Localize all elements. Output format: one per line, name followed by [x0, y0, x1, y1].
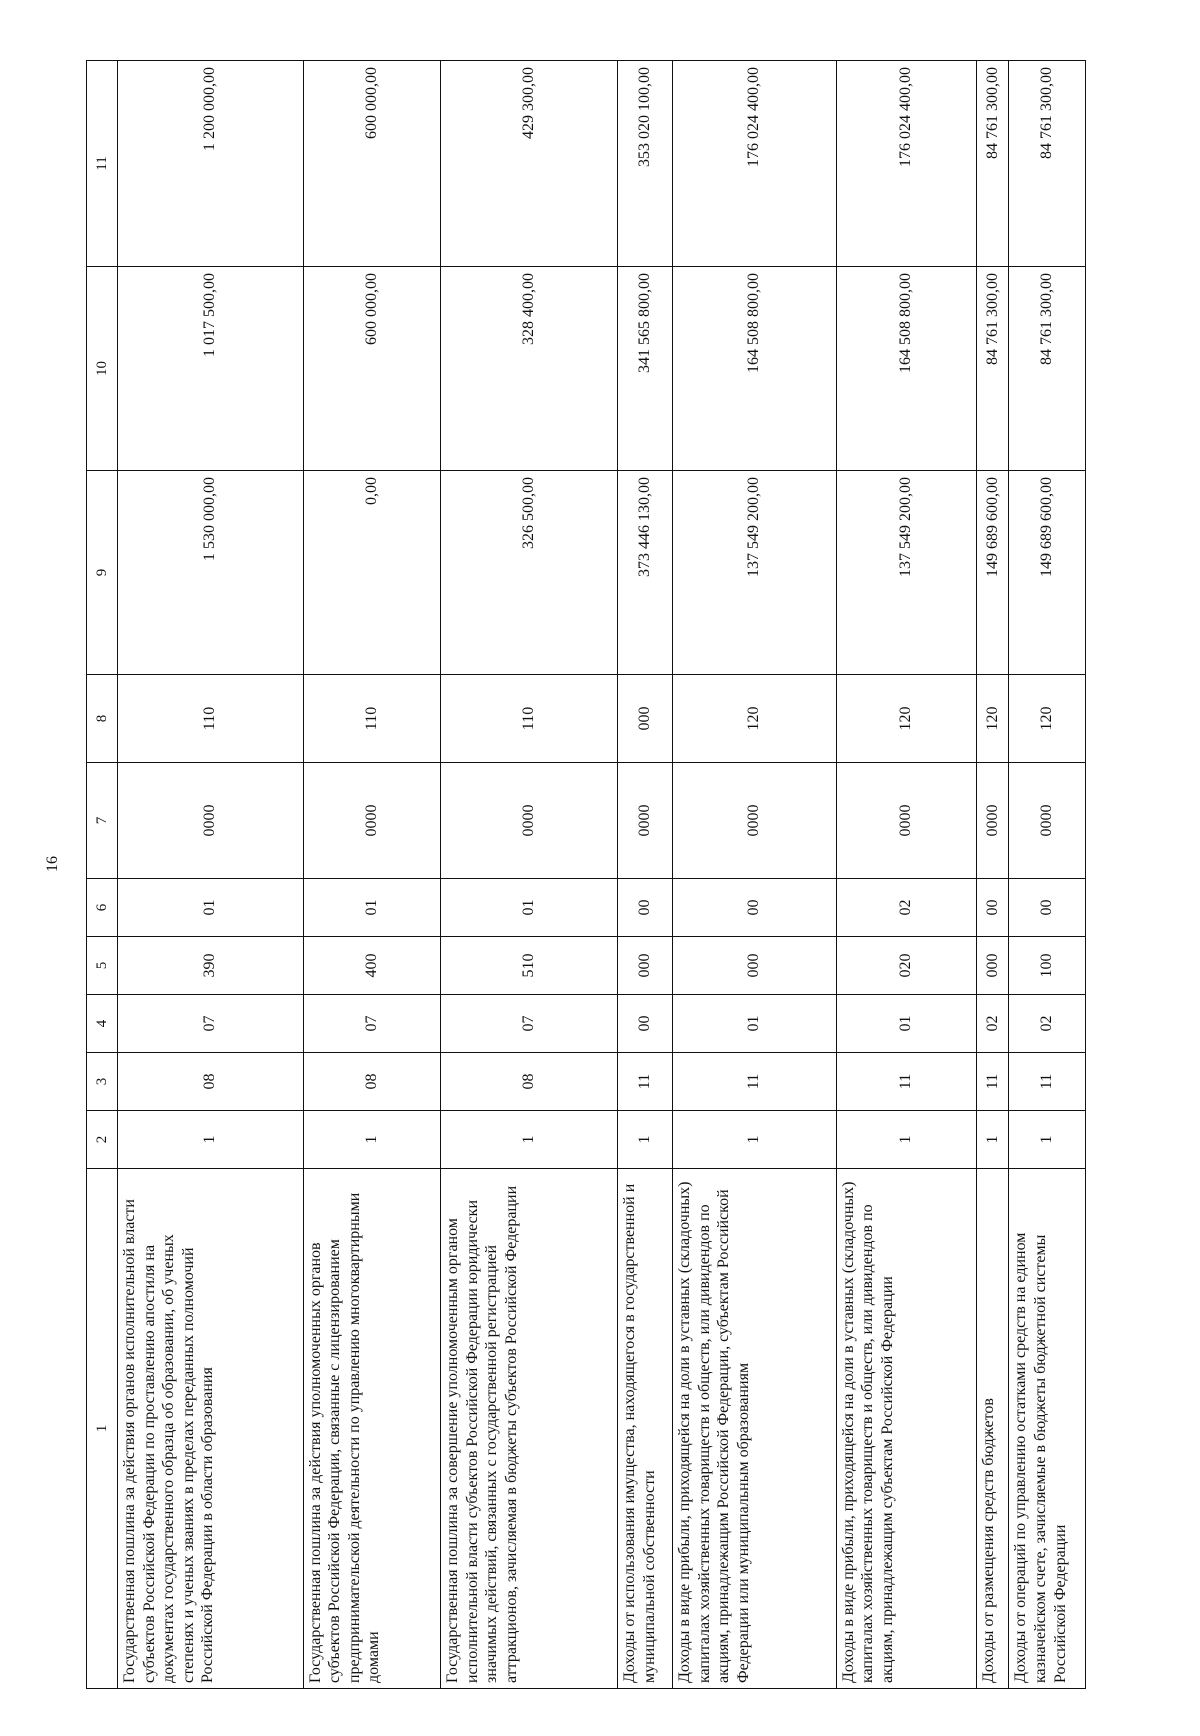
row-description: Государственная пошлина за действия органов исполнительной власти субъектов Российской Федерации по проставлению апостиля на документах государственного образца об образовании, об ученых степенях и ученых званиях в пределах переданных полномочий Российской Федерации в области образования: [118, 1169, 304, 1689]
col-header-3: 3: [87, 1053, 118, 1111]
cell-col-2: 1: [672, 1111, 836, 1169]
cell-col-11: 84 761 300,00: [1009, 61, 1086, 267]
cell-col-8: 110: [441, 675, 618, 763]
cell-col-8: 120: [836, 675, 976, 763]
cell-col-2: 1: [836, 1111, 976, 1169]
col-header-10: 10: [87, 267, 118, 471]
cell-col-6: 00: [618, 879, 673, 937]
cell-col-11: 1 200 000,00: [118, 61, 304, 267]
row-description: Доходы от использования имущества, находящегося в государственной и муниципальной собственности: [618, 1169, 673, 1689]
cell-col-3: 11: [1009, 1053, 1086, 1111]
col-header-2: 2: [87, 1111, 118, 1169]
cell-col-7: 0000: [836, 763, 976, 879]
col-header-8: 8: [87, 675, 118, 763]
cell-col-4: 07: [441, 995, 618, 1053]
cell-col-2: 1: [976, 1111, 1009, 1169]
cell-col-5: 100: [1009, 937, 1086, 995]
cell-col-10: 1 017 500,00: [118, 267, 304, 471]
cell-col-5: 510: [441, 937, 618, 995]
table-row: [976, 61, 1009, 1689]
col-header-1: 1: [87, 1169, 118, 1689]
cell-col-11: 429 300,00: [441, 61, 618, 267]
col-header-6: 6: [87, 879, 118, 937]
cell-col-6: 02: [836, 879, 976, 937]
cell-col-2: 1: [441, 1111, 618, 1169]
cell-col-11: 353 020 100,00: [618, 61, 673, 267]
cell-col-4: 02: [976, 995, 1009, 1053]
cell-col-5: 000: [618, 937, 673, 995]
cell-col-7: 0000: [441, 763, 618, 879]
cell-col-9: 149 689 600,00: [1009, 471, 1086, 675]
row-description: Государственная пошлина за действия уполномоченных органов субъектов Российской Федерации, связанные с лицензированием предпринимательской деятельности по управлению многоквартирными домами: [303, 1169, 441, 1689]
cell-col-3: 08: [441, 1053, 618, 1111]
page-number: 16: [44, 856, 61, 872]
table-row: [1009, 61, 1086, 1689]
cell-col-9: 1 530 000,00: [118, 471, 304, 675]
cell-col-6: 00: [672, 879, 836, 937]
cell-col-8: 120: [976, 675, 1009, 763]
revenue-table: [86, 60, 1086, 1689]
row-description: Доходы от размещения средств бюджетов: [976, 1169, 1009, 1689]
cell-col-6: 01: [441, 879, 618, 937]
table-row: [441, 61, 618, 1689]
cell-col-4: 07: [118, 995, 304, 1053]
cell-col-5: 400: [303, 937, 441, 995]
cell-col-7: 0000: [303, 763, 441, 879]
cell-col-3: 11: [836, 1053, 976, 1111]
cell-col-7: 0000: [618, 763, 673, 879]
table-row: [303, 61, 441, 1689]
cell-col-2: 1: [1009, 1111, 1086, 1169]
cell-col-11: 600 000,00: [303, 61, 441, 267]
cell-col-9: 0,00: [303, 471, 441, 675]
cell-col-6: 01: [303, 879, 441, 937]
cell-col-8: 110: [303, 675, 441, 763]
cell-col-11: 176 024 400,00: [836, 61, 976, 267]
cell-col-4: 00: [618, 995, 673, 1053]
cell-col-9: 326 500,00: [441, 471, 618, 675]
cell-col-6: 00: [1009, 879, 1086, 937]
cell-col-6: 00: [976, 879, 1009, 937]
col-header-11: 11: [87, 61, 118, 267]
row-description: Доходы от операций по управлению остатками средств на едином казначейском счете, зачисляемые в бюджеты бюджетной системы Российской Федерации: [1009, 1169, 1086, 1689]
cell-col-5: 000: [672, 937, 836, 995]
row-description: Доходы в виде прибыли, приходящейся на доли в уставных (складочных) капиталах хозяйственных товариществ и обществ, или дивидендов по акциям, принадлежащим Российской Федерации, субъектам Российской Федерации или муниципальным образованиям: [672, 1169, 836, 1689]
header-row: [87, 61, 118, 1689]
row-description: Доходы в виде прибыли, приходящейся на доли в уставных (складочных) капиталах хозяйственных товариществ и обществ, или дивидендов по акциям, принадлежащим субъектам Российской Федерации: [836, 1169, 976, 1689]
cell-col-3: 11: [618, 1053, 673, 1111]
cell-col-10: 84 761 300,00: [1009, 267, 1086, 471]
cell-col-10: 341 565 800,00: [618, 267, 673, 471]
cell-col-2: 1: [118, 1111, 304, 1169]
cell-col-11: 176 024 400,00: [672, 61, 836, 267]
cell-col-2: 1: [303, 1111, 441, 1169]
cell-col-6: 01: [118, 879, 304, 937]
cell-col-5: 000: [976, 937, 1009, 995]
cell-col-3: 11: [672, 1053, 836, 1111]
cell-col-2: 1: [618, 1111, 673, 1169]
col-header-5: 5: [87, 937, 118, 995]
cell-col-7: 0000: [976, 763, 1009, 879]
cell-col-4: 01: [836, 995, 976, 1053]
cell-col-3: 08: [118, 1053, 304, 1111]
cell-col-11: 84 761 300,00: [976, 61, 1009, 267]
cell-col-4: 01: [672, 995, 836, 1053]
cell-col-5: 390: [118, 937, 304, 995]
table-row: [618, 61, 673, 1689]
cell-col-7: 0000: [672, 763, 836, 879]
cell-col-4: 02: [1009, 995, 1086, 1053]
cell-col-8: 120: [672, 675, 836, 763]
rotated-table-wrapper: [86, 61, 1086, 1689]
cell-col-3: 11: [976, 1053, 1009, 1111]
cell-col-8: 000: [618, 675, 673, 763]
table-row: [836, 61, 976, 1689]
col-header-9: 9: [87, 471, 118, 675]
cell-col-4: 07: [303, 995, 441, 1053]
cell-col-5: 020: [836, 937, 976, 995]
cell-col-10: 600 000,00: [303, 267, 441, 471]
rotated-table-frame: [86, 61, 1200, 1683]
cell-col-10: 328 400,00: [441, 267, 618, 471]
cell-col-3: 08: [303, 1053, 441, 1111]
cell-col-7: 0000: [1009, 763, 1086, 879]
cell-col-9: 137 549 200,00: [836, 471, 976, 675]
cell-col-9: 373 446 130,00: [618, 471, 673, 675]
cell-col-10: 84 761 300,00: [976, 267, 1009, 471]
col-header-4: 4: [87, 995, 118, 1053]
cell-col-8: 120: [1009, 675, 1086, 763]
row-description: Государственная пошлина за совершение уполномоченным органом исполнительной власти субъектов Российской Федерации юридически значимых действий, связанных с государственной регистрацией аттракционов, зачисляемая в бюджеты субъектов Российской Федерации: [441, 1169, 618, 1689]
cell-col-8: 110: [118, 675, 304, 763]
col-header-7: 7: [87, 763, 118, 879]
cell-col-10: 164 508 800,00: [672, 267, 836, 471]
cell-col-7: 0000: [118, 763, 304, 879]
table-row: [672, 61, 836, 1689]
cell-col-9: 149 689 600,00: [976, 471, 1009, 675]
cell-col-10: 164 508 800,00: [836, 267, 976, 471]
cell-col-9: 137 549 200,00: [672, 471, 836, 675]
table-row: [118, 61, 304, 1689]
